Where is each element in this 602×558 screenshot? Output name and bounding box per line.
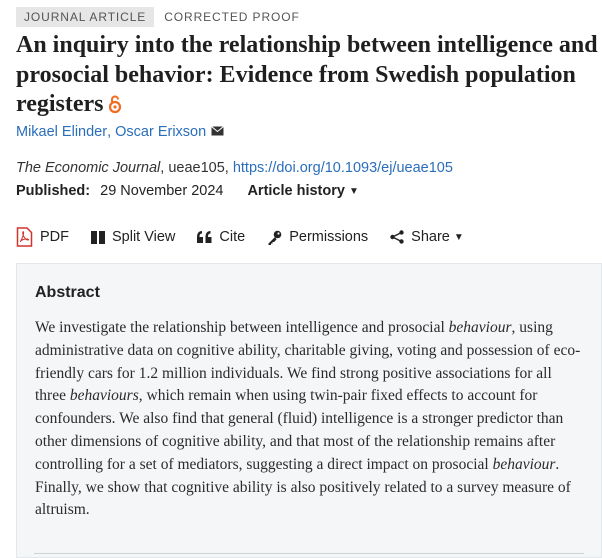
share-icon [390,230,404,244]
published-row [16,183,359,199]
published-label: Published: [16,183,91,199]
key-icon [267,230,282,245]
abstract-emphasis: behaviour [492,455,556,473]
split-view-label: Split View [112,229,176,245]
abstract-text [35,317,585,522]
author-list: Mikael Elinder , Oscar Erixson [16,124,224,140]
doi-link[interactable]: https://doi.org/10.1093/ej/ueae105 [232,160,453,176]
article-title-text: An inquiry into the relationship between intelligence and prosocial behavior: Evidence from Swedish population registers [16,32,598,117]
open-access-icon [108,93,122,123]
article-history-label: Article history [247,183,345,199]
pdf-file-icon [16,227,33,247]
article-badges [16,7,300,27]
article-history-toggle[interactable] [247,183,358,199]
abstract-text-part: . Finally, we show that cognitive ability is also positively related to a survey measure of altruism. [35,455,571,519]
published-date: 29 November 2024 [100,183,224,199]
abstract-text-part: , using administrative data on cognitive ability, charitable giving, voting and possession of eco-friendly cars for 1.2 million individuals. We find strong positive associations for all three [35,319,581,405]
article-id: , ueae105, [160,160,233,176]
pdf-label: PDF [40,229,69,245]
abstract-text-part: , which remain when using twin-pair fixed effects to account for confounders. We also find that general (fluid) intelligence is a stronger predictor than other dimensions of cognitive ability, and that most of the relationship remains after controlling for a set of mediators, suggesting a direct impact on prosocial [35,387,564,473]
pdf-button[interactable] [16,227,69,247]
permissions-button[interactable] [267,229,368,245]
quote-icon [197,231,212,243]
share-label: Share [411,229,450,245]
split-view-icon [91,231,105,244]
split-view-button[interactable] [91,229,175,245]
envelope-icon[interactable] [211,124,224,140]
cite-label: Cite [219,229,246,245]
share-button[interactable] [390,229,464,245]
caret-down-icon: ▼ [348,185,359,197]
proof-status-badge: CORRECTED PROOF [164,10,300,24]
article-toolbar [16,225,486,249]
caret-down-icon: ▼ [453,231,464,243]
article-title [16,31,601,123]
permissions-label: Permissions [289,229,369,245]
cite-button[interactable] [197,229,245,245]
article-type-badge: JOURNAL ARTICLE [16,7,154,27]
abstract-text-part: We investigate the relationship between intelligence and prosocial [35,319,449,336]
abstract-heading: Abstract [35,284,100,301]
abstract-section [16,263,602,558]
journal-citation [16,160,453,176]
abstract-emphasis: behaviours [69,387,139,405]
abstract-emphasis: behaviour [448,319,512,336]
journal-name: The Economic Journal [16,160,161,176]
author-link-elinder[interactable]: Mikael Elinder [16,124,108,140]
author-link-erixson[interactable]: Oscar Erixson [115,124,207,140]
divider [34,553,584,554]
